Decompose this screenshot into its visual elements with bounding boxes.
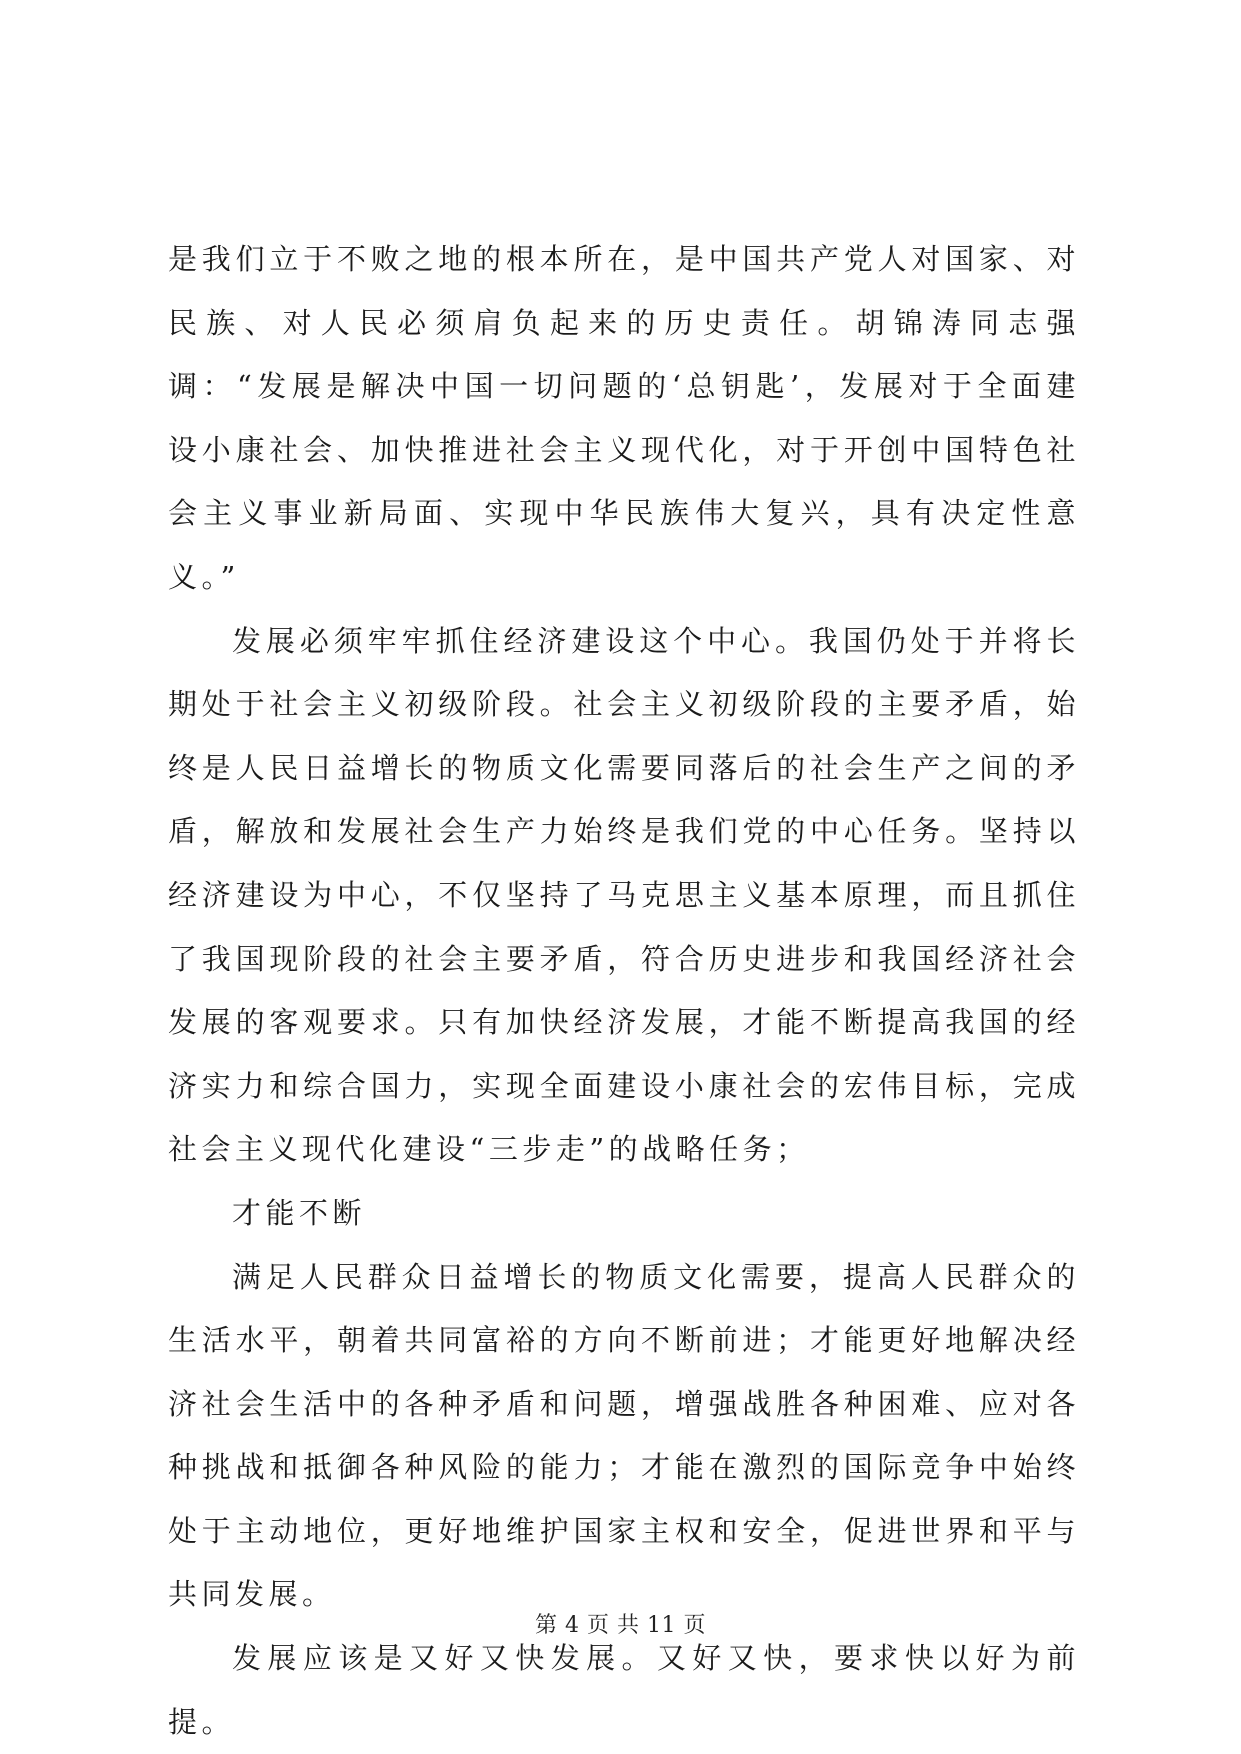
paragraph-2: 发展必须牢牢抓住经济建设这个中心。我国仍处于并将长期处于社会主义初级阶段。社会主义初级阶段的主要矛盾，始终是人民日益增长的物质文化需要同落后的社会生产之间的矛盾，解放和发展社会生产力始终是我们党的中心任务。坚持以经济建设为中心，不仅坚持了马克思主义基本原理，而且抓住了我国现阶段的社会主要矛盾，符合历史进步和我国经济社会发展的客观要求。只有加快经济发展，才能不断提高我国的经济实力和综合国力，实现全面建设小康社会的宏伟目标，完成社会主义现代化建设“三步走”的战略任务； bbox=[168, 623, 1080, 1167]
document-body bbox=[168, 228, 1080, 1754]
paragraph-4: 满足人民群众日益增长的物质文化需要，提高人民群众的生活水平，朝着共同富裕的方向不断前进；才能更好地解决经济社会生活中的各种矛盾和问题，增强战胜各种困难、应对各种挑战和抵御各种风险的能力；才能在激烈的国际竞争中始终处于主动地位，更好地维护国家主权和安全，促进世界和平与共同发展。 bbox=[168, 1259, 1080, 1612]
paragraph-1: 是我们立于不败之地的根本所在，是中国共产党人对国家、对民族、对人民必须肩负起来的历史责任。胡锦涛同志强调：“发展是解决中国一切问题的‘总钥匙’，发展对于全面建设小康社会、加快推进社会主义现代化，对于开创中国特色社会主义事业新局面、实现中华民族伟大复兴，具有决定性意义。” bbox=[168, 242, 1080, 594]
page-number-footer: 第 4 页 共 11 页 bbox=[535, 1613, 706, 1638]
paragraph-5: 发展应该是又好又快发展。又好又快，要求快以好为前提。 bbox=[168, 1641, 1080, 1739]
paragraph-3: 才能不断 bbox=[232, 1195, 367, 1230]
